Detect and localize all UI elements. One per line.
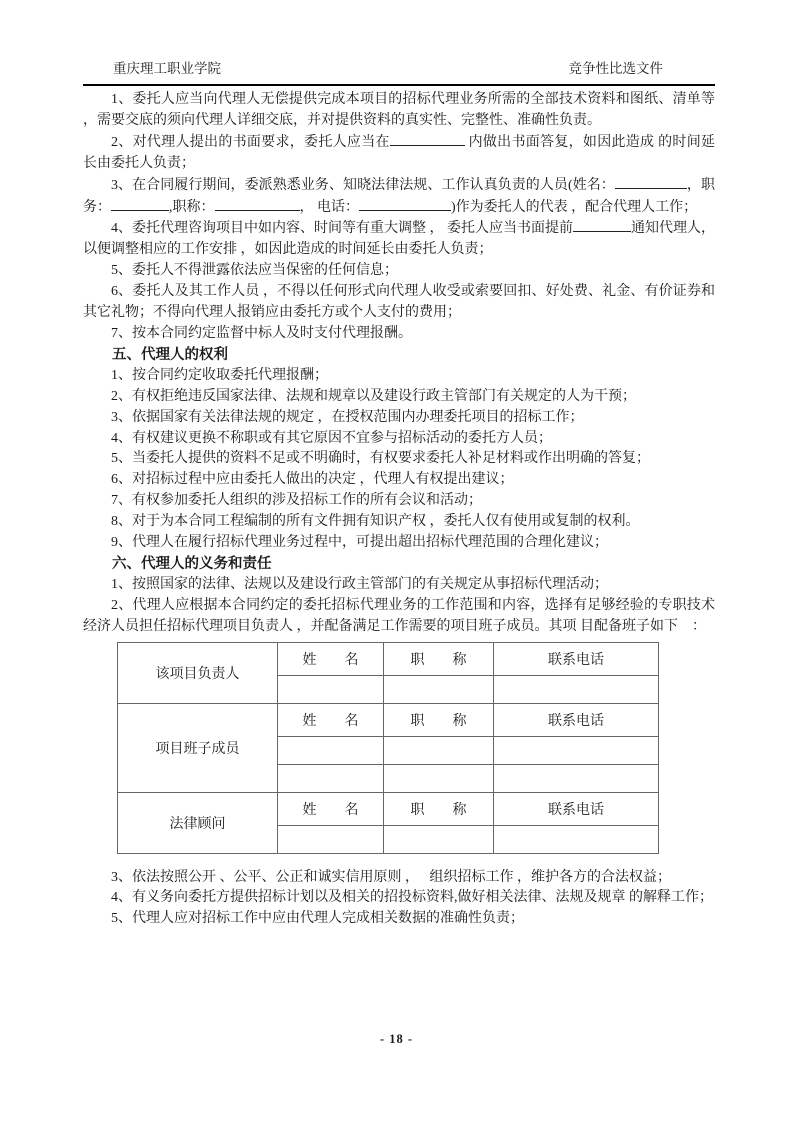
table-header-cell: 联系电话 (494, 642, 659, 675)
paragraph (83, 491, 715, 512)
fill-in-blank (390, 132, 465, 146)
paragraph-text: 2、有权拒绝违反国家法律、法规和规章以及建设行政主管部门有关规定的人为干预； (111, 388, 636, 404)
document-body (83, 90, 715, 930)
paragraph-text: 2、对代理人提出的书面要求，委托人应当在 (111, 134, 390, 150)
paragraph (83, 132, 715, 175)
table-header-cell: 联系电话 (494, 792, 659, 825)
table-blank-cell (384, 825, 494, 853)
table-blank-cell (384, 736, 494, 764)
paragraph (83, 175, 715, 219)
table-label-cell: 法律顾问 (118, 792, 278, 853)
table-header-row (118, 792, 659, 825)
paragraph-text: 通知代理人， 以便调整相应的工作安排 ，如因此造成的时间延长由委托人负责； (83, 221, 715, 258)
header-left-text: 重庆理工职业学院 (113, 61, 221, 76)
table-header-cell: 职 称 (384, 642, 494, 675)
paragraph (83, 429, 715, 450)
paragraph-text: 6、对招标过程中应由委托人做出的决定 ，代理人有权提出建议； (111, 472, 514, 488)
paragraph (83, 868, 715, 889)
table-blank-cell (384, 675, 494, 703)
paragraph (83, 512, 715, 533)
paragraph (83, 449, 715, 470)
table-label-cell: 该项目负责人 (118, 642, 278, 703)
paragraph (83, 366, 715, 387)
paragraph (83, 888, 715, 909)
paragraph (83, 90, 715, 132)
fill-in-blank (359, 197, 451, 211)
table-header-cell: 姓 名 (278, 792, 384, 825)
table-blank-cell (278, 736, 384, 764)
paragraph-text: ，职务： (83, 177, 715, 215)
table-header-cell: 姓 名 (278, 642, 384, 675)
page-footer (0, 1032, 793, 1047)
section-heading: 六、代理人的义务和责任 (112, 555, 272, 572)
paragraph-text: 3、在合同履行期间，委派熟悉业务、知晓法律法规、工作认真负责的人员(姓名： (111, 177, 615, 193)
table-label-cell: 项目班子成员 (118, 703, 278, 792)
section-heading: 五、代理人的权利 (112, 346, 228, 363)
paragraph (83, 387, 715, 408)
paragraph (83, 470, 715, 491)
table-blank-cell (494, 736, 659, 764)
paragraph (83, 533, 715, 554)
fill-in-blank (111, 197, 169, 211)
paragraph-text: 内做出书面答复，如因此造成 的时间延长由委托人负责； (83, 134, 716, 171)
header-right-text: 竞争性比选文件 (568, 61, 663, 76)
table-header-cell: 联系电话 (494, 703, 659, 736)
paragraph-text: 4、委托代理咨询项目中如内容、时间等有重大调整 ， 委托人应当书面提前 (111, 221, 573, 237)
paragraph-text: 1、按照国家的法律、法规以及建设行政主管部门的有关规定从事招标代理活动； (111, 576, 608, 592)
paragraph-text: 5、当委托人提供的资料不足或不明确时，有权要求委托人补足材料或作出明确的答复； (111, 451, 650, 467)
fill-in-blank (215, 197, 300, 211)
table-blank-cell (278, 675, 384, 703)
table-blank-cell (278, 764, 384, 792)
paragraph (83, 596, 715, 638)
paragraph (83, 408, 715, 429)
table-blank-cell (494, 764, 659, 792)
paragraph (83, 261, 715, 282)
paragraph (83, 218, 715, 261)
paragraph-text: 9、代理人在履行招标代理业务过程中，可提出超出招标代理范围的合理化建议； (111, 535, 608, 551)
paragraph (83, 909, 715, 930)
paragraph-text: 5、代理人应对招标工作中应由代理人完成相关数据的准确性负责； (111, 911, 524, 927)
paragraph-text: ， 电话： (299, 199, 359, 215)
paragraph-text: 7、有权参加委托人组织的涉及招标工作的所有会议和活动； (111, 493, 482, 509)
paragraph-text: 1、委托人应当向代理人无偿提供完成本项目的招标代理业务所需的全部技术资料和图纸、清单等 ，需要交底的须向代理人详细交底，并对提供资料的真实性、完整性、准确性负责。 (83, 92, 715, 128)
paragraph-text: ,职称： (169, 199, 215, 215)
page-number: - 18 - (379, 1032, 414, 1046)
paragraph-text: 2、代理人应根据本合同约定的委托招标代理业务的工作范围和内容，选择有足够经验的专职技术经济人员担任招标代理项目负责人 ，并配备满足工作需要的项目班子成员。其项 目配备班子如下 ： (83, 597, 715, 634)
paragraph-text: 3、依法按照公开 、公平、公正和诚实信用原则 ， 组织招标工作 ，维护各方的合法权益； (111, 869, 671, 885)
paragraph-text: 7、按本合同约定监督中标人及时支付代理报酬。 (111, 325, 412, 341)
fill-in-blank (573, 218, 631, 232)
paragraph (83, 282, 715, 324)
table-blank-cell (494, 675, 659, 703)
paragraph-text: )作为委托人的代表 ，配合代理人工作； (451, 199, 698, 215)
fill-in-blank (615, 175, 687, 189)
paragraph-text: 4、有权建议更换不称职或有其它原因不宜参与招标活动的委托方人员； (111, 430, 552, 446)
table-header-row (118, 642, 659, 675)
page-header (83, 60, 715, 78)
table-blank-cell (384, 764, 494, 792)
paragraph-text: 5、委托人不得泄露依法应当保密的任何信息； (111, 263, 398, 279)
paragraph (83, 324, 715, 345)
table-blank-cell (494, 825, 659, 853)
table-header-cell: 职 称 (384, 703, 494, 736)
paragraph (83, 575, 715, 596)
paragraph-text: 1、按合同约定收取委托代理报酬； (111, 367, 328, 383)
project-team-table (117, 642, 659, 854)
table-blank-cell (278, 825, 384, 853)
table-header-row (118, 703, 659, 736)
paragraph-text: 4、有义务向委托方提供招标计划以及相关的招投标资料,做好相关法律、法规及规章 的解释工作； (111, 890, 713, 906)
table-header-cell: 职 称 (384, 792, 494, 825)
table-header-cell: 姓 名 (278, 703, 384, 736)
paragraph-text: 6、委托人及其工作人员 ，不得以任何形式向代理人收受或索要回扣、好处费、礼金、有价证券和其它礼物；不得向代理人报销应由委托方或个人支付的费用； (83, 284, 715, 321)
paragraph-text: 3、依据国家有关法律法规的规定 ，在授权范围内办理委托项目的招标工作； (111, 409, 584, 425)
paragraph-text: 8、对于为本合同工程编制的所有文件拥有知识产权 ，委托人仅有使用或复制的权利。 (111, 514, 640, 530)
header-rule (83, 84, 715, 86)
